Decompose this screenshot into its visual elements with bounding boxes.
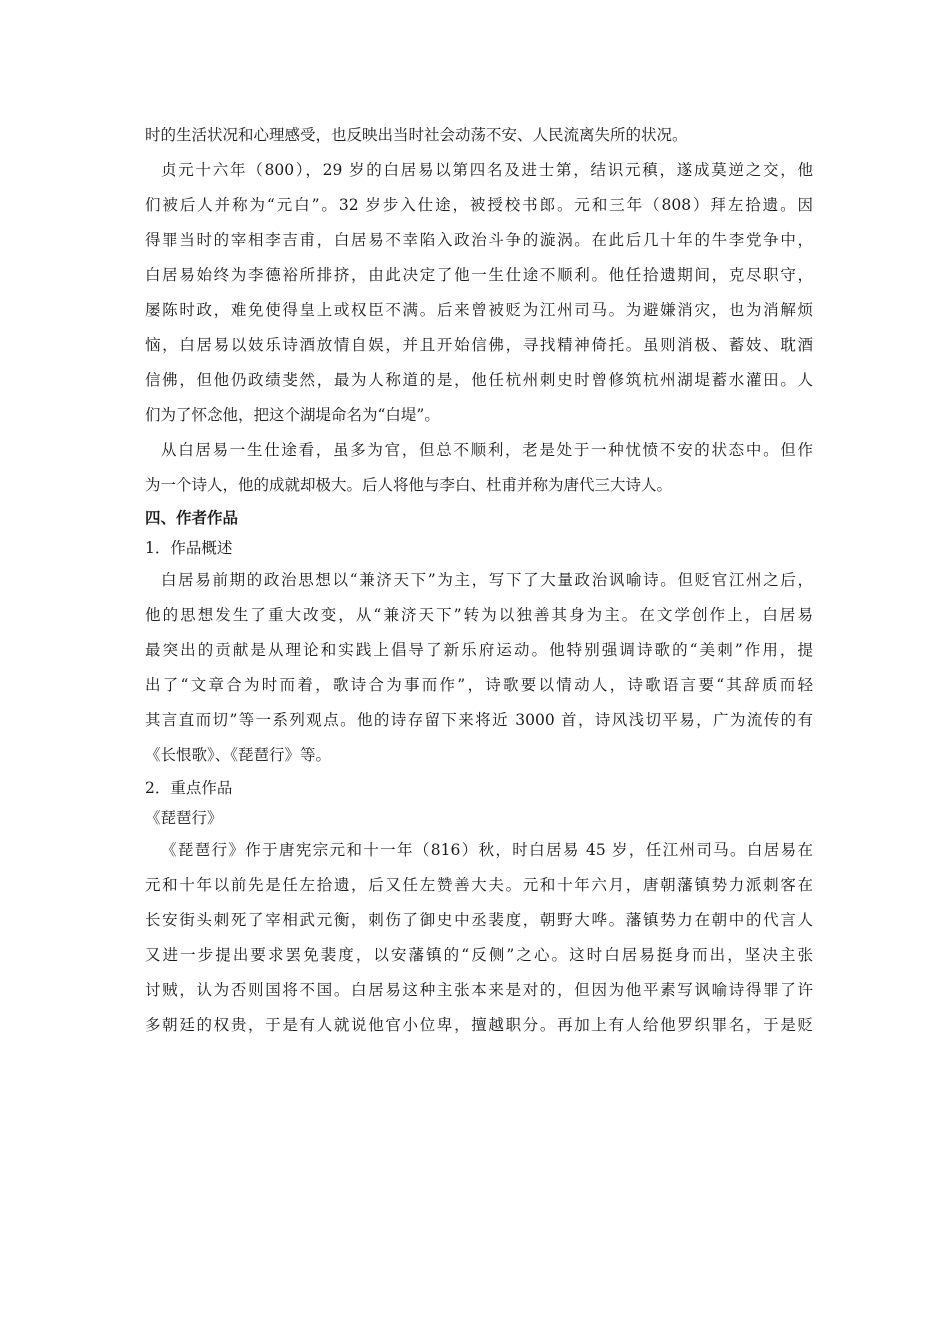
work-title: 《琵琶行》 <box>145 809 223 827</box>
paragraph-line: 出了“文章合为时而着，歌诗合为事而作”，诗歌要以情动人，诗歌语言要“其辞质而轻 <box>145 676 813 694</box>
paragraph-line: 《长恨歌》、《琵琶行》等。 <box>145 746 332 764</box>
subsection-heading-key-works: 2．重点作品 <box>145 779 233 797</box>
paragraph-overview <box>145 563 813 773</box>
paragraph-line: 《琵琶行》作于唐宪宗元和十一年（816）秋，时白居易 45 岁，任江州司马。白居易在 <box>161 841 813 859</box>
paragraph-line: 讨贼，认为否则国将不国。白居易这种主张本来是对的，但因为他平素写讽喻诗得罪了许 <box>145 981 813 999</box>
paragraph-line: 们为了怀念他，把这个湖堤命名为“白堤”。 <box>145 406 440 424</box>
paragraph-line: 们被后人并称为“元白”。32 岁步入仕途，被授校书郎。元和三年（808）拜左拾遗。因 <box>145 196 813 214</box>
subsection-heading-overview: 1．作品概述 <box>145 539 233 557</box>
paragraph-line: 贞元十六年（800），29 岁的白居易以第四名及进士第，结识元稹，遂成莫逆之交，他 <box>161 161 813 179</box>
paragraph-line: 信佛，但他仍政绩斐然，最为人称道的是，他任杭州刺史时曾修筑杭州湖堤蓄水灌田。人 <box>145 371 813 389</box>
paragraph-line: 白居易始终为李德裕所排挤，由此决定了他一生仕途不顺利。他任拾遗期间，克尽职守， <box>145 266 813 284</box>
paragraph-line: 多朝廷的权贵，于是有人就说他官小位卑，擅越职分。再加上有人给他罗织罪名，于是贬 <box>145 1016 813 1034</box>
paragraph-line: 其言直而切”等一系列观点。他的诗存留下来将近 3000 首，诗风浅切平易，广为流传的有 <box>145 711 813 729</box>
paragraph-line: 又进一步提出要求罢免裴度，以安藩镇的“反侧”之心。这时白居易挺身而出，坚决主张 <box>145 946 813 964</box>
section-heading: 四、作者作品 <box>145 508 239 527</box>
paragraph-pipa-xing <box>145 833 813 1043</box>
paragraph-line: 得罪当时的宰相李吉甫，白居易不幸陷入政治斗争的漩涡。在此后几十年的牛李党争中， <box>145 231 813 249</box>
paragraph-line: 时的生活状况和心理感受，也反映出当时社会动荡不安、人民流离失所的状况。 <box>145 126 688 144</box>
paragraph-line: 恼，白居易以妓乐诗酒放情自娱，并且开始信佛，寻找精神倚托。虽则消极、蓄妓、耽酒 <box>145 336 813 354</box>
paragraph-line: 白居易前期的政治思想以“兼济天下”为主，写下了大量政治讽喻诗。但贬官江州之后， <box>161 571 813 589</box>
document-page <box>145 118 813 1043</box>
paragraph-line: 长安街头刺死了宰相武元衡，刺伤了御史中丞裴度，朝野大哗。藩镇势力在朝中的代言人 <box>145 911 813 929</box>
paragraph-career <box>145 153 813 433</box>
paragraph-line: 他的思想发生了重大改变，从“兼济天下”转为以独善其身为主。在文学创作上，白居易 <box>145 606 813 624</box>
paragraph-line: 为一个诗人，他的成就却极大。后人将他与李白、杜甫并称为唐代三大诗人。 <box>145 476 673 494</box>
paragraph-line: 元和十年以前先是任左拾遗，后又任左赞善大夫。元和十年六月，唐朝藩镇势力派刺客在 <box>145 876 813 894</box>
paragraph-line: 最突出的贡献是从理论和实践上倡导了新乐府运动。他特别强调诗歌的“美刺”作用，提 <box>145 641 813 659</box>
paragraph-line: 从白居易一生仕途看，虽多为官，但总不顺利，老是处于一种忧愤不安的状态中。但作 <box>161 441 813 459</box>
paragraph-summary <box>145 433 813 503</box>
paragraph-line: 屡陈时政，难免使得皇上或权臣不满。后来曾被贬为江州司马。为避嫌消灾，也为消解烦 <box>145 301 813 319</box>
